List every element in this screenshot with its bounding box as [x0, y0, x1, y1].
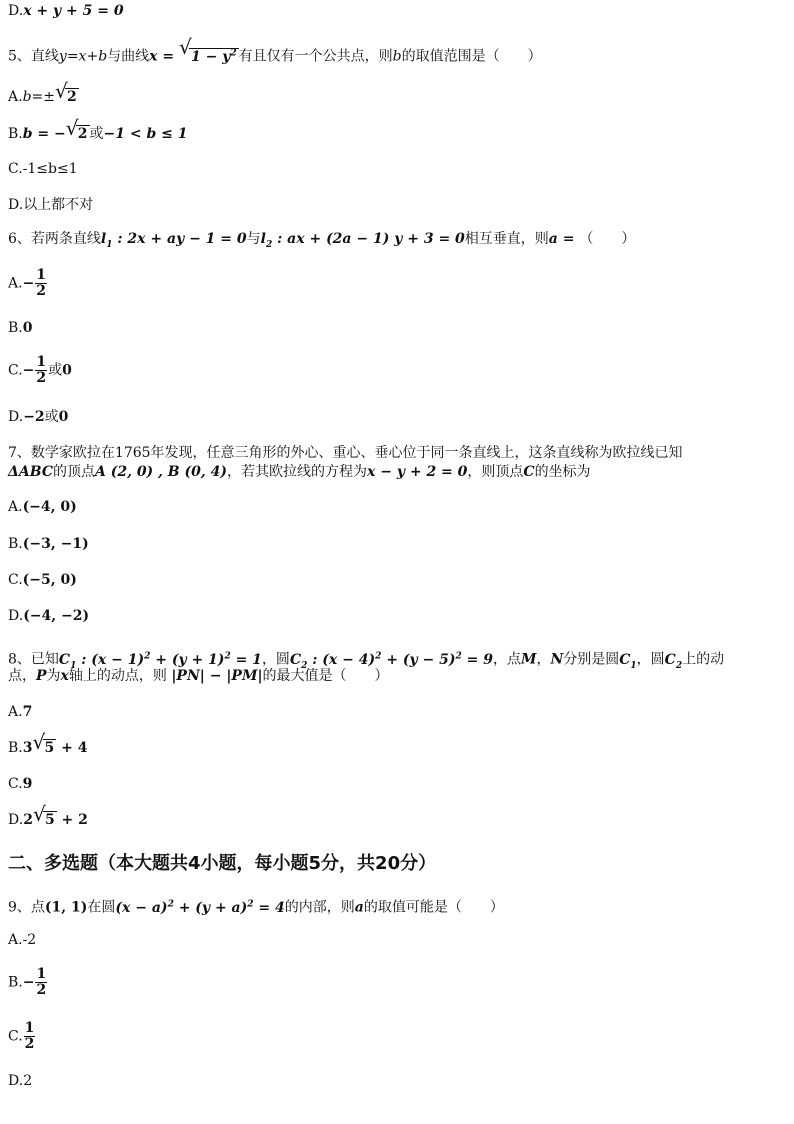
q9-option-d: [8, 1072, 32, 1090]
option-label: A.: [8, 704, 23, 720]
q9-option-b: B.− $\frac{1}{2}$: [8, 966, 47, 998]
stem-text: 直线: [30, 48, 59, 65]
option-label: A.: [8, 932, 23, 948]
circle-c2-equation: $C_2$ : $(x - 4)^2 + (y - 5)^2 = 9$: [289, 651, 493, 671]
stem-text: 有且仅有一个公共点，则: [238, 48, 393, 65]
fraction: $\frac{1}{2}$: [24, 1020, 35, 1052]
question-6-stem: [8, 230, 635, 254]
option-label: C.: [8, 1028, 23, 1045]
q9-option-c: [8, 1021, 36, 1052]
fraction: $\frac{1}{2}$: [36, 966, 47, 998]
sqrt-expression: √ 2: [65, 116, 88, 142]
option-math: −2: [23, 409, 45, 425]
question-number: 7、: [8, 445, 31, 461]
option-math: (−4, 0): [22, 499, 77, 515]
sqrt-expression: √ $1 - y^2$: [178, 35, 237, 65]
q9-option-a: [8, 931, 36, 949]
option-label: D.: [8, 409, 24, 425]
q8-option-b: B.3 √ 5 + 4: [8, 730, 88, 756]
fraction: $\frac{1}{2}$: [36, 267, 47, 299]
question-8-stem-line2: 点，P为x轴上的动点，则 |PN| − |PM|的最大值是（ ）: [8, 668, 389, 684]
curve-lhs: x =: [149, 48, 179, 65]
sqrt-expression: √ 5: [32, 802, 55, 828]
option-math: (−3, −1): [22, 536, 89, 552]
point-coordinates: (1, 1): [44, 899, 88, 916]
a-equals: a =: [548, 231, 580, 247]
fraction: $\frac{1}{2}$: [36, 354, 47, 386]
circle-c1-equation: $C_1$ : $(x - 1)^2 + (y + 1)^2 = 1$: [58, 651, 262, 671]
distance-expression: |PN| − |PM|: [171, 668, 263, 684]
triangle-name: ΔABC: [8, 464, 53, 480]
q8-option-d: D.2 √ 5 + 2: [8, 802, 88, 828]
option-label: C.: [8, 572, 23, 588]
q6-option-d: D.−2或0: [8, 409, 69, 425]
option-math: 0: [22, 320, 33, 336]
option-label: A.: [8, 89, 23, 105]
option-math: 7: [22, 704, 33, 720]
option-label: C.: [8, 776, 23, 792]
question-5-stem: [8, 35, 542, 66]
q7-option-d: [8, 607, 89, 625]
q6-option-a: A.− $\frac{1}{2}$: [8, 267, 47, 299]
option-label: D.: [8, 812, 24, 828]
euler-line-equation: x − y + 2 = 0: [367, 464, 468, 480]
section-title: 二、多选题（本大题共4小题，每小题5分，共20分）: [8, 853, 437, 874]
stem-text: 若两条直线: [30, 231, 101, 247]
option-text: b=±: [22, 89, 55, 105]
option-label: D.: [8, 1073, 24, 1089]
option-text: 2: [23, 1073, 33, 1089]
option-label: B.: [8, 974, 23, 991]
question-9-stem: 9、点(1, 1)在圆$(x - a)^2 + (y + a)^2 = 4$的内部，则a的取值可能是（ ）: [8, 899, 504, 916]
radicand: 1 − y: [190, 48, 231, 65]
option-label: B.: [8, 126, 23, 142]
option-label: D.: [8, 197, 24, 213]
q8-option-a: [8, 703, 32, 721]
option-label: C.: [8, 362, 23, 379]
option-math: (−4, −2): [23, 608, 90, 624]
q8-option-c: [8, 775, 32, 793]
option-math: −1 < b ≤ 1: [103, 126, 188, 142]
sqrt-expression: √ 2: [55, 79, 77, 105]
line-l1: $l_1$ : 2x + ay − 1 = 0: [100, 231, 247, 250]
q7-option-c: [8, 571, 77, 589]
q6-option-c: C.− $\frac{1}{2}$ 或0: [8, 354, 72, 386]
option-label: A.: [8, 499, 23, 515]
q7-option-a: [8, 498, 77, 516]
question-number: 6、: [8, 231, 31, 247]
option-label: B.: [8, 536, 23, 552]
option-label: D.: [8, 3, 24, 19]
option-text: 以上都不对: [23, 197, 94, 213]
stem-text: 与: [246, 231, 261, 247]
question-8-stem-line1: 8、已知$C_1$ : $(x - 1)^2 + (y + 1)^2 = 1$，圆$C_2$ : $(x - 4)^2 + (y - 5)^2 = 9$，点M，N分别是圆$C_1$，圆$C_2$上的动: [8, 651, 725, 671]
line-equation: y=x+b: [58, 48, 108, 65]
option-math: 9: [22, 776, 33, 792]
q5-option-c: [8, 160, 78, 178]
option-math: b = −: [22, 126, 66, 142]
option-label: A.: [8, 275, 23, 292]
sqrt-expression: √ 5: [32, 730, 55, 756]
q5-option-d: [8, 196, 93, 214]
q7-option-b: [8, 535, 89, 553]
question-number: 9、: [8, 899, 31, 916]
stem-text: （ ）: [579, 231, 636, 247]
option-text: -2: [22, 932, 37, 948]
option-label: B.: [8, 320, 23, 336]
question-7-stem-line2: ΔABC的顶点A (2, 0) , B (0, 4)，若其欧拉线的方程为x − y + 2 = 0，则顶点C的坐标为: [8, 464, 591, 480]
stem-text: 相互垂直，则: [464, 231, 549, 247]
option-text: -1≤b≤1: [22, 161, 78, 177]
vertex-coordinates: A (2, 0) , B (0, 4): [94, 464, 227, 480]
line-l2: $l_2$ : ax + (2a − 1) y + 3 = 0: [260, 231, 465, 250]
option-label: D.: [8, 608, 24, 624]
question-number: 5、: [8, 48, 31, 65]
stem-text: 与曲线: [107, 48, 150, 65]
option-math: x + y + 5 = 0: [23, 3, 124, 19]
option-label: C.: [8, 161, 23, 177]
stem-text: 数学家欧拉在1765年发现，任意三角形的外心、重心、垂心位于同一条直线上，这条直线称为欧拉线已知: [30, 445, 683, 461]
stem-text: 的取值范围是（ ）: [401, 48, 542, 65]
variable-b: b: [392, 48, 402, 65]
q6-option-b: [8, 319, 33, 337]
option-label: B.: [8, 740, 23, 756]
option-math: (−5, 0): [22, 572, 77, 588]
circle-equation: $(x - a)^2 + (y + a)^2 = 4$: [115, 899, 285, 916]
q4-option-d: [8, 2, 124, 20]
question-number: 8、: [8, 651, 31, 668]
option-text: 或: [89, 126, 104, 142]
q5-option-b: [8, 116, 188, 143]
q5-option-a: [8, 79, 79, 106]
question-7-stem-line1: [8, 444, 683, 462]
